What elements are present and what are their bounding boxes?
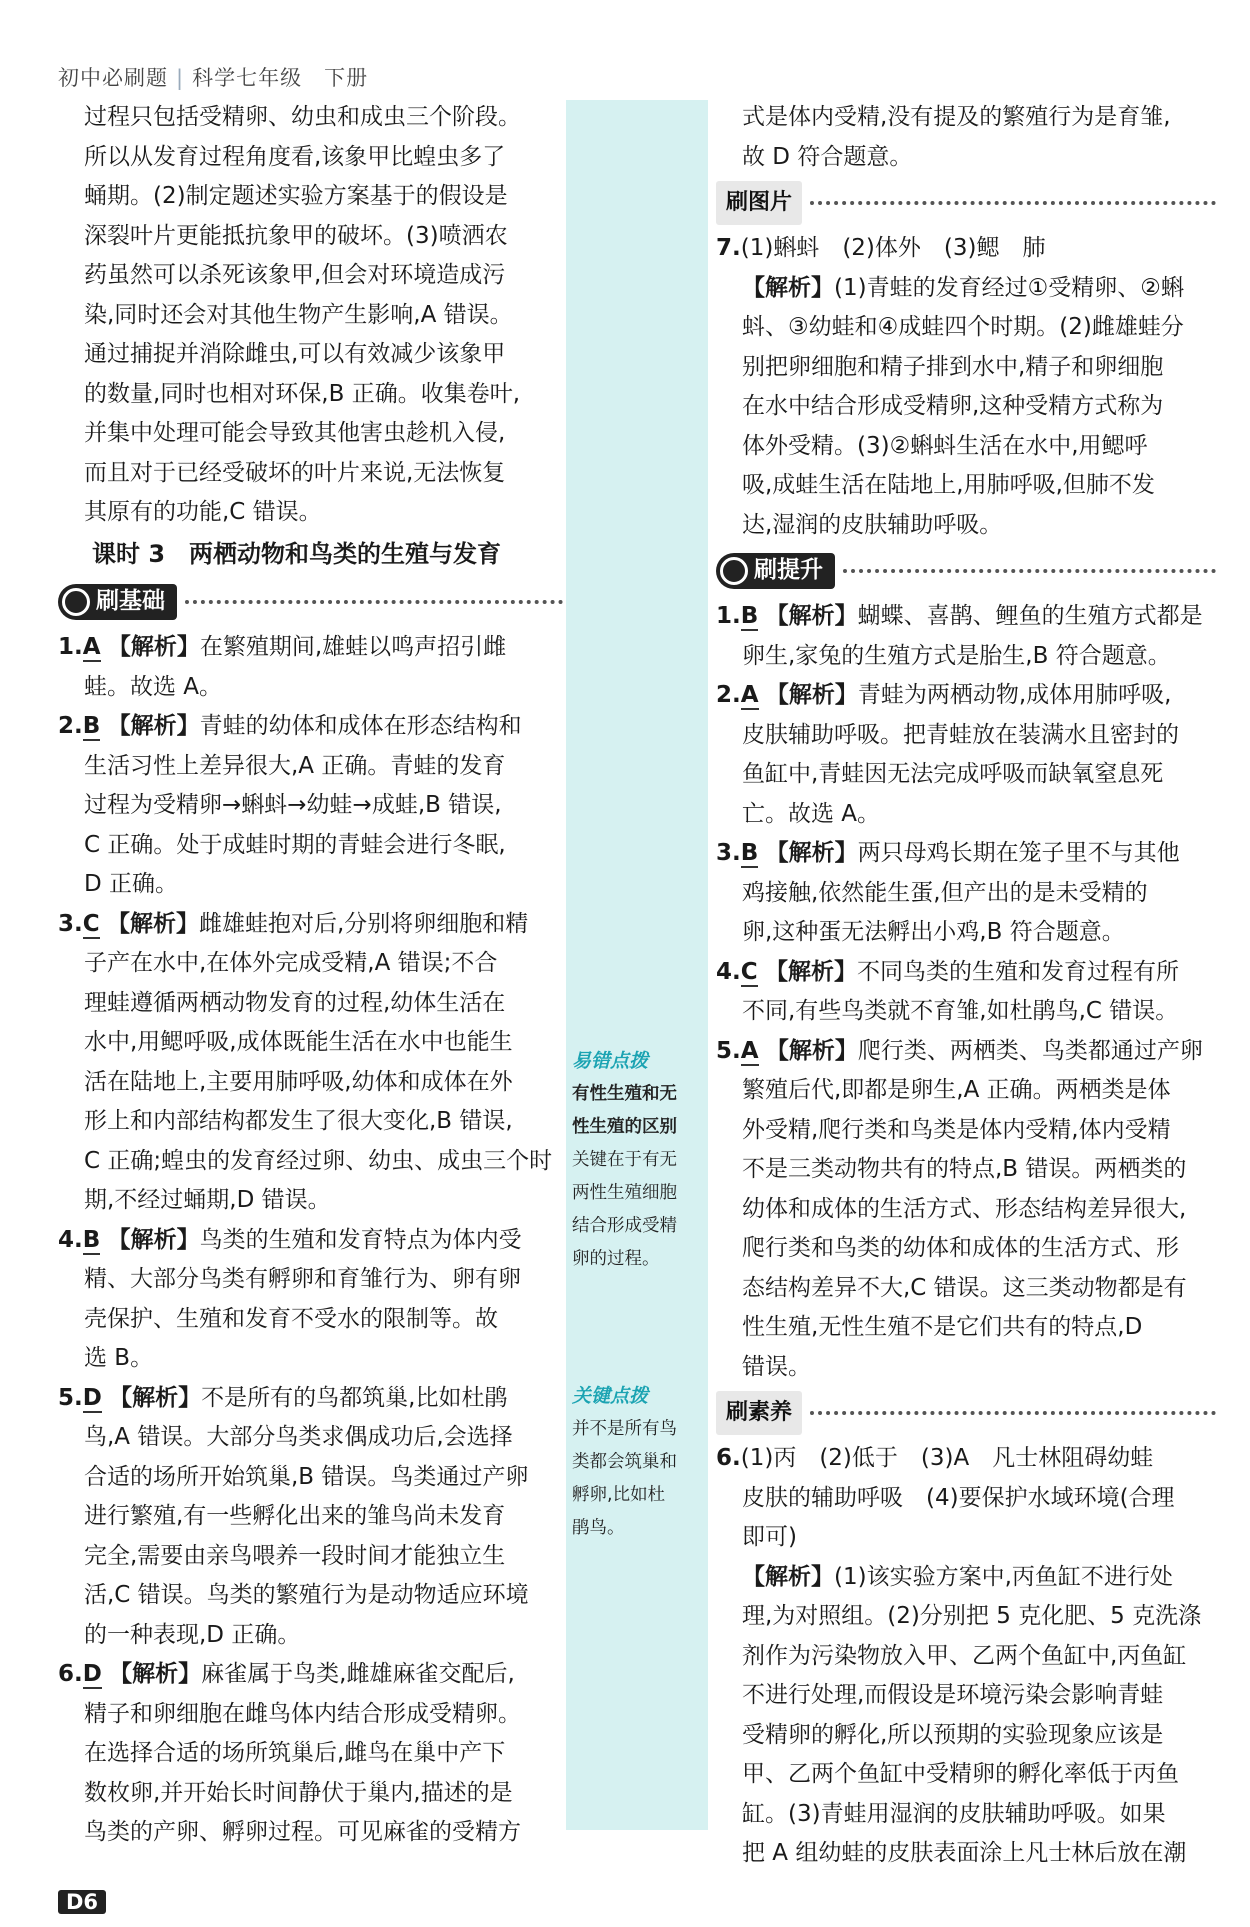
- question-first-line: 2.B 【解析】青蛙的幼体和成体在形态结构和: [58, 713, 522, 739]
- right-question: [716, 953, 1216, 1032]
- answer-letter: B: [740, 603, 759, 629]
- question-6-literacy: [716, 1439, 1216, 1874]
- question-7: [716, 229, 1216, 545]
- text-line: 态结构差异不大,C 错误。这三类动物都是有: [742, 1274, 1187, 1301]
- text-line: 鸡接触,依然能生蛋,但产出的是未受精的: [742, 879, 1148, 906]
- text-line: 性生殖的区别: [572, 1117, 677, 1137]
- text-line: 鸟,A 错误。大部分鸟类求偶成功后,会选择: [84, 1424, 513, 1450]
- question-number: 5.: [58, 1384, 83, 1411]
- answer-text: 即可): [742, 1524, 797, 1550]
- text-line: 爬行类和鸟类的幼体和成体的生活方式、形: [742, 1235, 1179, 1261]
- analysis-tag: 【解析】: [765, 603, 858, 629]
- question-number: 1.: [58, 634, 83, 660]
- text-line: 的数量,同时也相对环保,B 正确。收集卷叶,: [84, 380, 521, 407]
- left-question: [58, 905, 563, 1221]
- text-line: 类都会筑巢和: [572, 1452, 677, 1472]
- question-number: 6.: [58, 1661, 83, 1687]
- text-line: 外受精,爬行类和鸟类是体内受精,体内受精: [742, 1116, 1171, 1143]
- volume: 下册: [324, 66, 369, 90]
- text-line: 缸。(3)青蛙用湿润的皮肤辅助呼吸。如果: [742, 1800, 1166, 1827]
- text-line: 并集中处理可能会导致其他害虫趁机入侵,: [84, 420, 506, 446]
- text-line: 所以从发育过程角度看,该象甲比蝗虫多了: [84, 143, 506, 170]
- text-line: 剂作为污染物放入甲、乙两个鱼缸中,丙鱼缸: [742, 1642, 1187, 1669]
- right-column: [716, 98, 1216, 1874]
- text-line: 期,不经过蛹期,D 错误。: [84, 1187, 331, 1213]
- question-first-line: 3.B 【解析】两只母鸡长期在笼子里不与其他: [716, 840, 1180, 866]
- right-question: [716, 676, 1216, 834]
- section-basic-label: 刷基础: [96, 588, 165, 615]
- text-line: 壳保护、生殖和发育不受水的限制等。故: [84, 1305, 498, 1332]
- answer-letter: D: [82, 1384, 102, 1411]
- text-line: 体外受精。(3)②蝌蚪生活在水中,用鳃呼: [742, 432, 1148, 459]
- text-line: 的一种表现,D 正确。: [84, 1621, 301, 1648]
- analysis-tag: 【解析】: [742, 274, 834, 301]
- left-question: [58, 707, 563, 905]
- text-line: 蛹期。(2)制定题述实验方案基于的假设是: [84, 183, 508, 209]
- section-basic: [58, 578, 563, 626]
- answer-text: 皮肤的辅助呼吸 (4)要保护水域环境(合理: [742, 1484, 1175, 1511]
- text-line: 理蛙遵循两栖动物发育的过程,幼体生活在: [84, 989, 506, 1016]
- text-line: 别把卵细胞和精子排到水中,精子和卵细胞: [742, 353, 1164, 380]
- text-line: C 正确。处于成蛙时期的青蛙会进行冬眠,: [84, 831, 506, 858]
- right-question: [716, 1032, 1216, 1388]
- book-title: 初中必刷题: [58, 66, 168, 90]
- text-line: D 正确。: [84, 871, 179, 897]
- question-first-line: 6.D 【解析】麻雀属于鸟类,雌雄麻雀交配后,: [58, 1661, 515, 1687]
- text-line: 幼体和成体的生活方式、形态结构差异很大,: [742, 1195, 1187, 1222]
- analysis-tag: 【解析】: [765, 840, 858, 866]
- text-line: 关键在于有无: [572, 1150, 677, 1170]
- right-question: [716, 597, 1216, 676]
- question-number: 4.: [716, 958, 741, 985]
- brush-icon: [62, 588, 90, 616]
- analysis-tag: 【解析】: [765, 682, 858, 708]
- text-line: 受精卵的孵化,所以预期的实验现象应该是: [742, 1721, 1164, 1748]
- text-line: 有性生殖和无: [572, 1084, 677, 1104]
- section-picture-label: 刷图片: [716, 181, 802, 225]
- text-line: 活,C 错误。鸟类的繁殖行为是动物适应环境: [84, 1582, 529, 1608]
- answer-letter: C: [82, 910, 100, 937]
- text-line: 把 A 组幼蛙的皮肤表面涂上凡士林后放在潮: [742, 1840, 1187, 1866]
- text-line: 卵生,家兔的生殖方式是胎生,B 符合题意。: [742, 642, 1171, 669]
- text-line: 活在陆地上,主要用肺呼吸,幼体和成体在外: [84, 1068, 513, 1095]
- left-question: [58, 628, 563, 707]
- text-line: 理,为对照组。(2)分别把 5 克化肥、5 克洗涤: [742, 1603, 1202, 1629]
- question-first-line: 1.B 【解析】蝴蝶、喜鹊、鲤鱼的生殖方式都是: [716, 603, 1203, 629]
- answer-letter: B: [82, 713, 101, 739]
- left-question: [58, 1655, 563, 1853]
- question-first-line: 5.D 【解析】不是所有的鸟都筑巢,比如杜鹃: [58, 1384, 508, 1411]
- text-line: 鱼缸中,青蛙因无法完成呼吸而缺氧窒息死: [742, 761, 1164, 787]
- right-question: [716, 834, 1216, 953]
- text-line: 错误。: [742, 1353, 811, 1380]
- analysis-tag: 【解析】: [109, 1661, 202, 1687]
- text-line: C 正确;蝗虫的发育经过卵、幼虫、成虫三个时: [84, 1147, 553, 1174]
- answer-letter: A: [740, 682, 759, 708]
- question-number: 6.: [716, 1445, 741, 1471]
- text-line: 孵卵,比如杜: [572, 1485, 666, 1505]
- analysis-tag: 【解析】: [764, 958, 857, 985]
- text-line: 蛙。故选 A。: [84, 673, 223, 700]
- text-line: 不进行处理,而假设是环境污染会影响青蛙: [742, 1682, 1164, 1708]
- analysis-tag: 【解析】: [106, 910, 199, 937]
- text-line: 两性生殖细胞: [572, 1183, 677, 1203]
- analysis-tag: 【解析】: [107, 713, 200, 739]
- text-line: 繁殖后代,即都是卵生,A 正确。两栖类是体: [742, 1077, 1171, 1103]
- question-6-answer: [716, 1439, 1216, 1479]
- text-line: 过程只包括受精卵、幼虫和成虫三个阶段。: [84, 104, 521, 130]
- text-line: 在水中结合形成受精卵,这种受精方式称为: [742, 393, 1164, 419]
- subject: 科学七年级: [192, 66, 303, 90]
- text-line: 子产在水中,在体外完成受精,A 错误;不合: [84, 950, 498, 976]
- left-question: [58, 1221, 563, 1379]
- answer-letter: B: [82, 1226, 101, 1253]
- answer-text: (1)丙 (2)低于 (3)A 凡士林阻碍幼蛙: [740, 1445, 1154, 1471]
- section-picture: [716, 179, 1216, 227]
- note-common-mistake: [572, 1045, 706, 1276]
- text-line: 蚪、③幼蛙和④成蛙四个时期。(2)雌雄蛙分: [742, 314, 1184, 340]
- text-line: 而且对于已经受破坏的叶片来说,无法恢复: [84, 459, 506, 486]
- text-line: 合适的场所开始筑巢,B 错误。鸟类通过产卵: [84, 1463, 529, 1490]
- question-number: 2.: [58, 713, 83, 739]
- running-header: 初中必刷题 | 科学七年级 下册: [58, 66, 369, 90]
- text-line: 鹃鸟。: [572, 1518, 625, 1538]
- text-line: 形上和内部结构都发生了很大变化,B 错误,: [84, 1108, 513, 1134]
- text-line: 式是体内受精,没有提及的繁殖行为是育雏,: [742, 104, 1171, 130]
- analysis-tag: 【解析】: [107, 1226, 200, 1253]
- text-line: 过程为受精卵→蝌蚪→幼蛙→成蛙,B 错误,: [84, 792, 502, 818]
- lesson-title: 课时 3 两栖动物和鸟类的生殖与发育: [92, 539, 502, 568]
- question-number: 5.: [716, 1037, 741, 1064]
- answer-letter: A: [82, 634, 101, 660]
- note-title-mistake: 易错点拨: [572, 1050, 649, 1072]
- text-line: 鸟类的产卵、孵卵过程。可见麻雀的受精方: [84, 1819, 521, 1845]
- text-line: 完全,需要由亲鸟喂养一段时间才能独立生: [84, 1542, 506, 1569]
- question-first-line: 3.C 【解析】雌雄蛙抱对后,分别将卵细胞和精: [58, 910, 529, 937]
- text-line: 水中,用鳃呼吸,成体既能生活在水中也能生: [84, 1029, 513, 1055]
- question-7-answer: [716, 229, 1216, 269]
- text-line: 性生殖,无性生殖不是它们共有的特点,D: [742, 1314, 1143, 1340]
- text-line: 选 B。: [84, 1345, 154, 1371]
- text-line: 数枚卵,并开始长时间静伏于巢内,描述的是: [84, 1779, 513, 1806]
- question-number: 7.: [716, 235, 741, 261]
- analysis-tag: 【解析】: [765, 1037, 858, 1064]
- left-questions: [58, 628, 563, 1853]
- text-line: 卵的过程。: [572, 1249, 660, 1269]
- note-key-point: [572, 1380, 706, 1545]
- text-line: 不是三类动物共有的特点,B 错误。两栖类的: [742, 1156, 1187, 1182]
- analysis-tag: 【解析】: [742, 1563, 834, 1590]
- text-line: 卵,这种蛋无法孵出小鸡,B 符合题意。: [742, 919, 1125, 945]
- section-literacy: [716, 1389, 1216, 1437]
- text-line: 进行繁殖,有一些孵化出来的雏鸟尚未发育: [84, 1503, 506, 1529]
- answer-letter: A: [740, 1037, 759, 1064]
- text-line: 达,湿润的皮肤辅助呼吸。: [742, 511, 1003, 538]
- text-line: 精子和卵细胞在雌鸟体内结合形成受精卵。: [84, 1700, 521, 1727]
- section-literacy-label: 刷素养: [716, 1391, 802, 1435]
- answer-letter: D: [82, 1661, 102, 1687]
- text-line: 并不是所有鸟: [572, 1419, 677, 1439]
- text-line: 故 D 符合题意。: [742, 143, 913, 170]
- question-number: 4.: [58, 1226, 83, 1253]
- text-line: 吸,成蛙生活在陆地上,用肺呼吸,但肺不发: [742, 472, 1155, 498]
- text-line: 生活习性上差异很大,A 正确。青蛙的发育: [84, 752, 506, 779]
- question-number: 3.: [58, 910, 83, 937]
- text-line: 不同,有些鸟类就不育雏,如杜鹃鸟,C 错误。: [742, 998, 1179, 1024]
- left-intro: [58, 98, 563, 533]
- text-line: 亡。故选 A。: [742, 800, 881, 827]
- question-number: 3.: [716, 840, 741, 866]
- section-improve: [716, 547, 1216, 595]
- right-questions: [716, 597, 1216, 1387]
- question-first-line: 5.A 【解析】爬行类、两栖类、鸟类都通过产卵: [716, 1037, 1203, 1064]
- note-title-key: 关键点拨: [572, 1385, 649, 1407]
- question-number: 2.: [716, 682, 741, 708]
- section-improve-label: 刷提升: [754, 557, 823, 584]
- brush-icon: [720, 557, 748, 585]
- question-7-analysis: 【解析】(1)青蛙的发育经过①受精卵、②蝌: [742, 274, 1184, 301]
- question-first-line: 4.C 【解析】不同鸟类的生殖和发育过程有所: [716, 958, 1179, 985]
- text-line: 其原有的功能,C 错误。: [84, 499, 322, 525]
- question-number: 1.: [716, 603, 741, 629]
- text-line: 通过捕捉并消除雌虫,可以有效减少该象甲: [84, 341, 506, 367]
- question-first-line: 1.A 【解析】在繁殖期间,雄蛙以鸣声招引雌: [58, 634, 507, 660]
- left-question: [58, 1379, 563, 1656]
- text-line: 染,同时还会对其他生物产生影响,A 错误。: [84, 301, 513, 328]
- page-number: D6: [58, 1890, 106, 1914]
- question-first-line: 4.B 【解析】鸟类的生殖和发育特点为体内受: [58, 1226, 522, 1253]
- text-line: 药虽然可以杀死该象甲,但会对环境造成污: [84, 262, 506, 288]
- text-line: 皮肤辅助呼吸。把青蛙放在装满水且密封的: [742, 721, 1179, 748]
- analysis-tag: 【解析】: [107, 634, 200, 660]
- analysis-tag: 【解析】: [109, 1384, 202, 1411]
- left-column: [58, 98, 563, 1853]
- question-first-line: 2.A 【解析】青蛙为两栖动物,成体用肺呼吸,: [716, 682, 1172, 708]
- text-line: 在选择合适的场所筑巢后,雌鸟在巢中产下: [84, 1740, 506, 1766]
- text-line: 甲、乙两个鱼缸中受精卵的孵化率低于丙鱼: [742, 1761, 1179, 1787]
- text-line: 结合形成受精: [572, 1216, 677, 1236]
- answer-letter: C: [740, 958, 758, 985]
- answer-letter: B: [740, 840, 759, 866]
- question-6-analysis: 【解析】(1)该实验方案中,丙鱼缸不进行处: [742, 1563, 1173, 1590]
- text-line: 深裂叶片更能抵抗象甲的破坏。(3)喷洒农: [84, 222, 508, 249]
- right-intro: [716, 98, 1216, 177]
- text-line: 精、大部分鸟类有孵卵和育雏行为、卵有卵: [84, 1266, 521, 1292]
- margin-sidebar: [566, 100, 708, 1830]
- answer-text: (1)蝌蚪 (2)体外 (3)鳃 肺: [740, 235, 1046, 261]
